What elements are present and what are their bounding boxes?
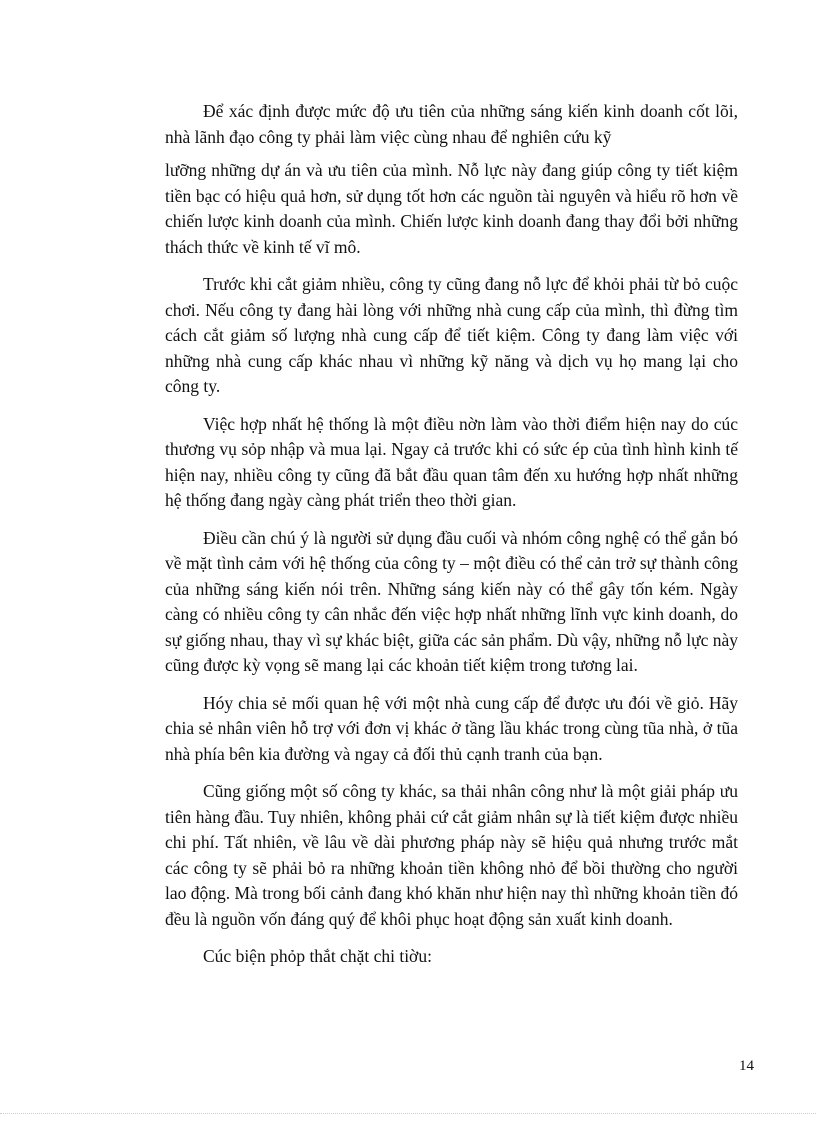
page-bottom-divider	[0, 1113, 816, 1114]
page-number: 14	[739, 1058, 754, 1074]
paragraph-6: Hóy chia sẻ mối quan hệ với một nhà cung cấp để được ưu đói về giỏ. Hãy chia sẻ nhân viên hỗ trợ với đơn vị khác ở tầng lầu khác trong cùng tũa nhà, ở tũa nhà phía bên kia đường và ngay cả đối thủ cạnh tranh của bạn.	[165, 692, 738, 764]
paragraph-5: Điều cần chú ý là người sử dụng đầu cuối và nhóm công nghệ có thể gắn bó về mặt tình cảm với hệ thống của công ty – một điều có thể cản trở sự thành công của những sáng kiến nói trên. Những sáng kiến này có thể gây tốn kém. Ngày càng có nhiều công ty cân nhắc đến việc hợp nhất những lĩnh vực kinh doanh, do sự giống nhau, thay vì sự khác biệt, giữa các sản phẩm. Dù vậy, những nỗ lực này cũng được kỳ vọng sẽ mang lại các khoản tiết kiệm trong tương lai.	[165, 527, 738, 675]
paragraph-2: lưỡng những dự án và ưu tiên của mình. Nỗ lực này đang giúp công ty tiết kiệm tiền bạc có hiệu quả hơn, sử dụng tốt hơn các nguồn tài nguyên và hiểu rõ hơn về chiến lược kinh doanh của mình. Chiến lược kinh doanh đang thay đổi bởi những thách thức về kinh tế vĩ mô.	[165, 160, 738, 257]
paragraph-8: Cúc biện phỏp thắt chặt chi tiờu:	[203, 946, 432, 966]
paragraph-4: Việc hợp nhất hệ thống là một điều nờn làm vào thời điểm hiện nay do cúc thương vụ sỏp nhập và mua lại. Ngay cả trước khi có sức ép của tình hình kinh tế hiện nay, nhiều công ty cũng đã bắt đầu quan tâm đến xu hướng hợp nhất những hệ thống đang ngày càng phát triển theo thời gian.	[165, 413, 738, 510]
document-body	[165, 99, 738, 982]
paragraph-1: Để xác định được mức độ ưu tiên của những sáng kiến kinh doanh cốt lõi, nhà lãnh đạo công ty phải làm việc cùng nhau để nghiên cứu kỹ	[165, 101, 738, 147]
paragraph-7: Cũng giống một số công ty khác, sa thải nhân công như là một giải pháp ưu tiên hàng đầu. Tuy nhiên, không phải cứ cắt giảm nhân sự là tiết kiệm được nhiều chi phí. Tất nhiên, về lâu về dài phương pháp này sẽ hiệu quả nhưng trước mắt các công ty sẽ phải bỏ ra những khoản tiền không nhỏ để bồi thường cho người lao động. Mà trong bối cảnh đang khó khăn như hiện nay thì những khoản tiền đó đều là nguồn vốn đáng quý để khôi phục hoạt động sản xuất kinh doanh.	[165, 781, 738, 929]
paragraph-3: Trước khi cắt giảm nhiều, công ty cũng đang nỗ lực để khỏi phải từ bỏ cuộc chơi. Nếu công ty đang hài lòng với những nhà cung cấp của mình, thì đừng tìm cách cắt giảm số lượng nhà cung cấp để tiết kiệm. Công ty đang làm việc với những nhà cung cấp khác nhau vì những kỹ năng và dịch vụ họ mang lại cho công ty.	[165, 274, 738, 396]
